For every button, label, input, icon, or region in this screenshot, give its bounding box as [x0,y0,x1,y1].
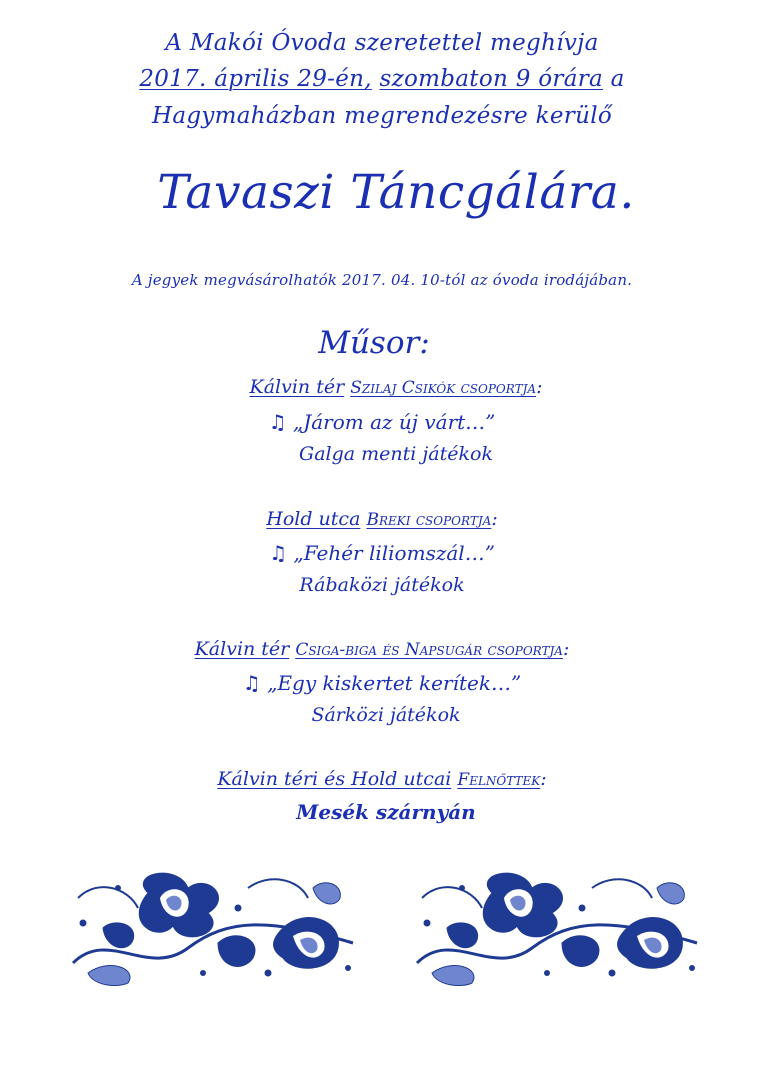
group-3-song-title: „Egy kiskertet kerítek…” [267,671,522,695]
group-1-colon: : [536,376,543,398]
adults-heading [0,768,764,790]
invitation-line-3: Hagymaházban megrendezésre kerülő [151,103,613,129]
adults-colon: : [540,768,547,790]
adults-name: Felnőttek [457,770,541,790]
event-date: 2017. április 29-én, [139,66,372,92]
music-note-icon: ♫ [242,671,261,695]
group-1-dance: Galga menti játékok [299,443,493,465]
group-1-name: Szilaj Csikók csoportja [350,378,537,398]
folk-flower-ornament-icon [68,868,358,988]
group-2-colon: : [491,508,498,530]
group-3-song [0,671,764,695]
group-1-heading [14,376,764,398]
invitation-line-1: A Makói Óvoda szeretettel meghívja [165,30,599,56]
group-2-place: Hold utca [266,508,361,530]
group-3-heading [0,638,764,660]
group-3-colon: : [562,638,570,660]
program-heading: Műsor: [318,325,430,361]
folk-flower-ornament-icon [412,868,702,988]
group-2-dance: Rábaközi játékok [299,574,465,596]
group-2-name: Breki csoportja [366,510,492,530]
group-1-song [0,410,764,434]
group-1-place: Kálvin tér [249,376,345,398]
invitation-line-2-end: a [610,66,625,92]
group-2-song [0,541,764,565]
event-title: Tavaszi Táncgálára. [157,165,635,220]
group-1-song-title: „Járom az új várt…” [292,410,496,434]
group-2-song-title: „Fehér liliomszál…” [293,541,495,565]
group-2-heading [0,508,764,530]
invitation-line-2 [0,66,764,92]
event-time: szombaton 9 órára [379,66,604,92]
group-3-dance: Sárközi játékok [311,704,461,726]
adults-place: Kálvin téri és Hold utcai [217,768,452,790]
music-note-icon: ♫ [269,541,287,565]
group-3-name: Csiga-biga és Napsugár csoportja [295,640,563,660]
group-3-place: Kálvin tér [194,638,290,660]
ticket-info: A jegyek megvásárolhatók 2017. 04. 10-tól az óvoda irodájában. [131,271,633,289]
adults-performance: Mesék szárnyán [296,800,476,824]
music-note-icon: ♫ [268,410,287,434]
